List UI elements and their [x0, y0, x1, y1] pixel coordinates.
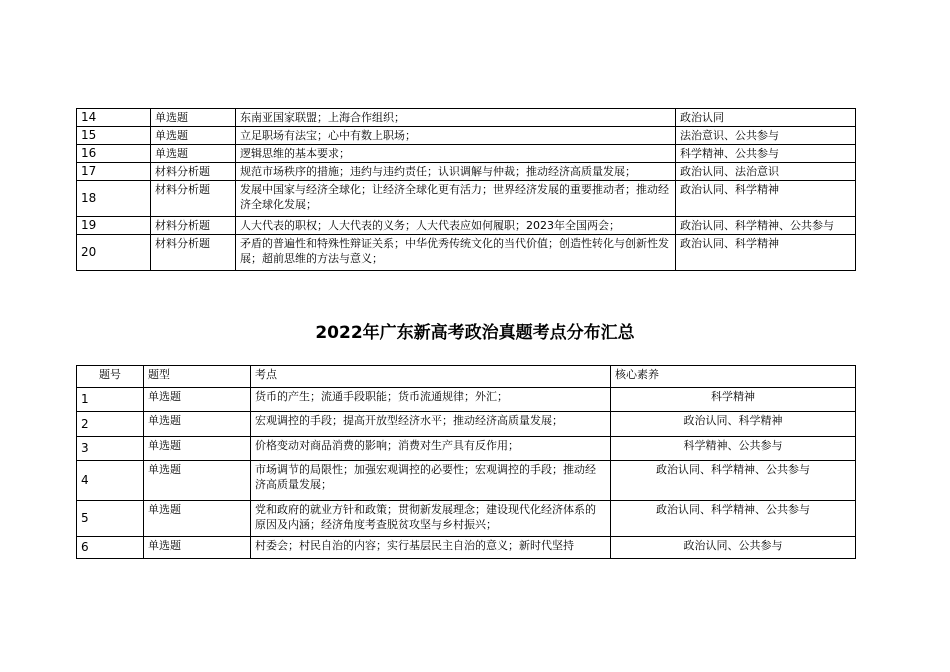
question-number: 4 — [77, 461, 144, 501]
question-type: 材料分析题 — [151, 181, 236, 217]
table-row — [77, 217, 856, 235]
question-number: 2 — [77, 412, 144, 437]
core-literacy: 政治认同、公共参与 — [611, 537, 856, 559]
question-type: 单选题 — [144, 461, 251, 501]
exam-points: 发展中国家与经济全球化；让经济全球化更有活力；世界经济发展的重要推动者；推动经济全球化发展； — [236, 181, 676, 217]
document-title: 2022年广东新高考政治真题考点分布汇总 — [315, 323, 635, 343]
question-type: 材料分析题 — [151, 217, 236, 235]
exam-points: 村委会；村民自治的内容；实行基层民主自治的意义；新时代坚持 — [251, 537, 611, 559]
exam-points: 党和政府的就业方针和政策；贯彻新发展理念；建设现代化经济体系的原因及内涵；经济角度考查脱贫攻坚与乡村振兴； — [251, 501, 611, 537]
core-literacy: 法治意识、公共参与 — [676, 127, 856, 145]
question-number: 18 — [77, 181, 151, 217]
table-header-row — [77, 366, 856, 388]
table-row — [77, 235, 856, 271]
exam-points: 货币的产生；流通手段职能；货币流通规律；外汇； — [251, 388, 611, 412]
question-number: 19 — [77, 217, 151, 235]
table-row — [77, 388, 856, 412]
table-row — [77, 437, 856, 461]
exam-points: 立足职场有法宝；心中有数上职场； — [236, 127, 676, 145]
core-literacy: 政治认同、科学精神、公共参与 — [611, 461, 856, 501]
question-number: 16 — [77, 145, 151, 163]
question-type: 单选题 — [144, 437, 251, 461]
header-exam-points: 考点 — [251, 366, 611, 388]
question-type: 单选题 — [144, 412, 251, 437]
exam-points: 规范市场秩序的措施；违约与违约责任；认识调解与仲裁；推动经济高质量发展； — [236, 163, 676, 181]
question-type: 单选题 — [151, 109, 236, 127]
exam-points-table-continued — [76, 108, 856, 271]
core-literacy: 政治认同、科学精神 — [611, 412, 856, 437]
question-number: 1 — [77, 388, 144, 412]
core-literacy: 政治认同、科学精神 — [676, 235, 856, 271]
question-type: 单选题 — [144, 537, 251, 559]
core-literacy: 政治认同、科学精神、公共参与 — [676, 217, 856, 235]
exam-points: 人大代表的职权；人大代表的义务；人大代表应如何履职；2023年全国两会； — [236, 217, 676, 235]
core-literacy: 科学精神、公共参与 — [611, 437, 856, 461]
table-row — [77, 163, 856, 181]
core-literacy: 科学精神 — [611, 388, 856, 412]
question-number: 3 — [77, 437, 144, 461]
core-literacy: 科学精神、公共参与 — [676, 145, 856, 163]
exam-points: 宏观调控的手段；提高开放型经济水平；推动经济高质量发展； — [251, 412, 611, 437]
question-type: 单选题 — [144, 388, 251, 412]
table-row — [77, 501, 856, 537]
table-row — [77, 461, 856, 501]
table-row — [77, 412, 856, 437]
table-row — [77, 145, 856, 163]
header-question-type: 题型 — [144, 366, 251, 388]
table-row — [77, 181, 856, 217]
question-type: 材料分析题 — [151, 163, 236, 181]
exam-points: 逻辑思维的基本要求； — [236, 145, 676, 163]
core-literacy: 政治认同、法治意识 — [676, 163, 856, 181]
question-number: 20 — [77, 235, 151, 271]
exam-points: 东南亚国家联盟；上海合作组织； — [236, 109, 676, 127]
question-type: 材料分析题 — [151, 235, 236, 271]
core-literacy: 政治认同、科学精神 — [676, 181, 856, 217]
exam-points: 市场调节的局限性；加强宏观调控的必要性；宏观调控的手段；推动经济高质量发展； — [251, 461, 611, 501]
question-number: 17 — [77, 163, 151, 181]
question-number: 14 — [77, 109, 151, 127]
question-number: 15 — [77, 127, 151, 145]
core-literacy: 政治认同、科学精神、公共参与 — [611, 501, 856, 537]
question-type: 单选题 — [151, 127, 236, 145]
exam-points: 矛盾的普遍性和特殊性辩证关系；中华优秀传统文化的当代价值；创造性转化与创新性发展；超前思维的方法与意义； — [236, 235, 676, 271]
question-type: 单选题 — [151, 145, 236, 163]
exam-points: 价格变动对商品消费的影响；消费对生产具有反作用； — [251, 437, 611, 461]
header-question-number: 题号 — [77, 366, 144, 388]
exam-points-table-2022 — [76, 365, 856, 559]
table-row — [77, 127, 856, 145]
table-row — [77, 537, 856, 559]
core-literacy: 政治认同 — [676, 109, 856, 127]
question-number: 5 — [77, 501, 144, 537]
header-core-literacy: 核心素养 — [611, 366, 856, 388]
question-number: 6 — [77, 537, 144, 559]
question-type: 单选题 — [144, 501, 251, 537]
table-row — [77, 109, 856, 127]
